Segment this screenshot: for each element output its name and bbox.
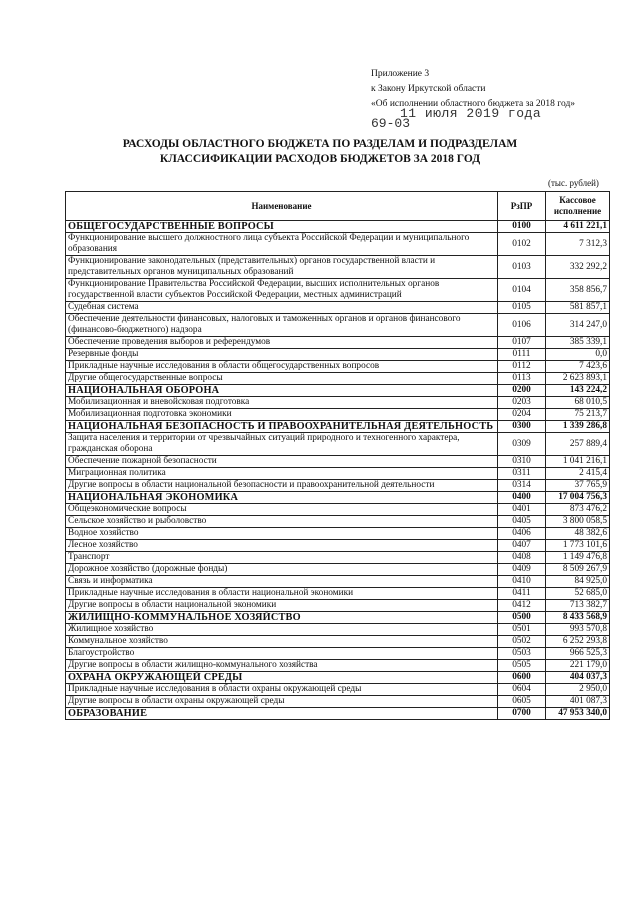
cell-code: 0411 <box>498 588 546 600</box>
table-row <box>66 588 610 600</box>
cell-code: 0502 <box>498 636 546 648</box>
cell-code: 0111 <box>498 349 546 361</box>
cell-code: 0311 <box>498 468 546 480</box>
cell-name: Судебная система <box>66 302 498 314</box>
cell-code: 0103 <box>498 256 546 279</box>
cell-name: Функционирование законодательных (представительных) органов государственной власти и представительных органов муниципальных образований <box>66 256 498 279</box>
cell-name: Прикладные научные исследования в области охраны окружающей среды <box>66 684 498 696</box>
cell-name: Другие вопросы в области жилищно-коммунального хозяйства <box>66 660 498 672</box>
cell-amount: 68 010,5 <box>546 397 610 409</box>
cell-code: 0102 <box>498 233 546 256</box>
cell-code: 0107 <box>498 337 546 349</box>
section-row <box>66 672 610 684</box>
cell-name: Функционирование высшего должностного лица субъекта Российской Федерации и муниципального образования <box>66 233 498 256</box>
table-row <box>66 337 610 349</box>
cell-code: 0600 <box>498 672 546 684</box>
table-row <box>66 576 610 588</box>
cell-name: Другие вопросы в области национальной безопасности и правоохранительной деятельности <box>66 480 498 492</box>
table-row <box>66 516 610 528</box>
cell-name: НАЦИОНАЛЬНАЯ ОБОРОНА <box>66 385 498 397</box>
table-row <box>66 480 610 492</box>
cell-name: Миграционная политика <box>66 468 498 480</box>
cell-code: 0104 <box>498 279 546 302</box>
cell-code: 0400 <box>498 492 546 504</box>
cell-code: 0412 <box>498 600 546 612</box>
section-row <box>66 708 610 720</box>
cell-amount: 143 224,2 <box>546 385 610 397</box>
cell-amount: 84 925,0 <box>546 576 610 588</box>
stamp-date: 11 июля 2019 года <box>400 106 542 121</box>
cell-name: Транспорт <box>66 552 498 564</box>
cell-name: Благоустройство <box>66 648 498 660</box>
cell-amount: 1 041 216,1 <box>546 456 610 468</box>
cell-name: НАЦИОНАЛЬНАЯ БЕЗОПАСНОСТЬ И ПРАВООХРАНИТЕЛЬНАЯ ДЕЯТЕЛЬНОСТЬ <box>66 421 498 433</box>
cell-code: 0501 <box>498 624 546 636</box>
cell-code: 0505 <box>498 660 546 672</box>
cell-amount: 257 889,4 <box>546 433 610 456</box>
cell-name: Лесное хозяйство <box>66 540 498 552</box>
cell-amount: 37 765,9 <box>546 480 610 492</box>
section-row <box>66 385 610 397</box>
table-row <box>66 552 610 564</box>
table-row <box>66 279 610 302</box>
cell-name: Обеспечение деятельности финансовых, налоговых и таможенных органов и органов финансового (финансово-бюджетного) надзора <box>66 314 498 337</box>
table-body <box>66 221 610 720</box>
cell-amount: 52 685,0 <box>546 588 610 600</box>
cell-code: 0112 <box>498 361 546 373</box>
table-row <box>66 660 610 672</box>
cell-amount: 7 312,3 <box>546 233 610 256</box>
table-row <box>66 409 610 421</box>
cell-amount: 2 415,4 <box>546 468 610 480</box>
cell-amount: 1 339 286,8 <box>546 421 610 433</box>
cell-code: 0105 <box>498 302 546 314</box>
cell-amount: 47 953 340,0 <box>546 708 610 720</box>
cell-name: Коммунальное хозяйство <box>66 636 498 648</box>
table-row <box>66 684 610 696</box>
cell-name: Мобилизационная подготовка экономики <box>66 409 498 421</box>
cell-name: ОХРАНА ОКРУЖАЮЩЕЙ СРЕДЫ <box>66 672 498 684</box>
cell-code: 0406 <box>498 528 546 540</box>
table-row <box>66 456 610 468</box>
cell-code: 0408 <box>498 552 546 564</box>
cell-amount: 0,0 <box>546 349 610 361</box>
table-row <box>66 540 610 552</box>
cell-name: Сельское хозяйство и рыболовство <box>66 516 498 528</box>
table-row <box>66 696 610 708</box>
appendix-line: «Об исполнении областного бюджета за 2018 год» <box>371 99 576 109</box>
table-row <box>66 600 610 612</box>
cell-name: Жилищное хозяйство <box>66 624 498 636</box>
table-row <box>66 528 610 540</box>
table-row <box>66 433 610 456</box>
table-row <box>66 373 610 385</box>
section-row <box>66 421 610 433</box>
cell-code: 0310 <box>498 456 546 468</box>
cell-name: Другие вопросы в области охраны окружающей среды <box>66 696 498 708</box>
cell-name: Защита населения и территории от чрезвычайных ситуаций природного и техногенного характера, гражданская оборона <box>66 433 498 456</box>
cell-name: Другие общегосударственные вопросы <box>66 373 498 385</box>
cell-name: Водное хозяйство <box>66 528 498 540</box>
cell-amount: 401 087,3 <box>546 696 610 708</box>
cell-amount: 48 382,6 <box>546 528 610 540</box>
cell-code: 0500 <box>498 612 546 624</box>
title-line: КЛАССИФИКАЦИИ РАСХОДОВ БЮДЖЕТОВ ЗА 2018 ГОД <box>159 153 481 165</box>
cell-name: Связь и информатика <box>66 576 498 588</box>
cell-amount: 8 509 267,9 <box>546 564 610 576</box>
cell-amount: 2 623 893,1 <box>546 373 610 385</box>
cell-name: ОБЩЕГОСУДАРСТВЕННЫЕ ВОПРОСЫ <box>66 221 498 233</box>
table-row <box>66 564 610 576</box>
cell-amount: 314 247,0 <box>546 314 610 337</box>
cell-name: Резервные фонды <box>66 349 498 361</box>
cell-code: 0605 <box>498 696 546 708</box>
cell-amount: 358 856,7 <box>546 279 610 302</box>
table-row <box>66 256 610 279</box>
table-row <box>66 636 610 648</box>
cell-code: 0604 <box>498 684 546 696</box>
cell-code: 0407 <box>498 540 546 552</box>
cell-amount: 3 800 058,5 <box>546 516 610 528</box>
header-amount: Кассовое исполнение <box>546 192 610 221</box>
document-title <box>60 137 580 167</box>
cell-amount: 2 950,0 <box>546 684 610 696</box>
cell-amount: 332 292,2 <box>546 256 610 279</box>
cell-amount: 4 611 221,1 <box>546 221 610 233</box>
cell-code: 0309 <box>498 433 546 456</box>
table-row <box>66 302 610 314</box>
table-row <box>66 624 610 636</box>
cell-amount: 1 149 476,8 <box>546 552 610 564</box>
header-name: Наименование <box>66 192 498 221</box>
cell-name: Мобилизационная и вневойсковая подготовка <box>66 397 498 409</box>
section-row <box>66 612 610 624</box>
cell-code: 0106 <box>498 314 546 337</box>
table-row <box>66 397 610 409</box>
title-line: РАСХОДЫ ОБЛАСТНОГО БЮДЖЕТА ПО РАЗДЕЛАМ И ПОДРАЗДЕЛАМ <box>122 138 518 150</box>
table-row <box>66 233 610 256</box>
cell-amount: 713 382,7 <box>546 600 610 612</box>
cell-code: 0409 <box>498 564 546 576</box>
cell-amount: 966 525,3 <box>546 648 610 660</box>
cell-code: 0503 <box>498 648 546 660</box>
cell-amount: 8 433 568,9 <box>546 612 610 624</box>
cell-name: Прикладные научные исследования в области общегосударственных вопросов <box>66 361 498 373</box>
cell-name: Другие вопросы в области национальной экономики <box>66 600 498 612</box>
cell-name: Дорожное хозяйство (дорожные фонды) <box>66 564 498 576</box>
cell-amount: 1 773 101,6 <box>546 540 610 552</box>
cell-code: 0100 <box>498 221 546 233</box>
section-row <box>66 221 610 233</box>
cell-name: ЖИЛИЩНО-КОММУНАЛЬНОЕ ХОЗЯЙСТВО <box>66 612 498 624</box>
cell-code: 0200 <box>498 385 546 397</box>
cell-amount: 6 252 293,8 <box>546 636 610 648</box>
cell-code: 0300 <box>498 421 546 433</box>
cell-amount: 7 423,6 <box>546 361 610 373</box>
cell-code: 0401 <box>498 504 546 516</box>
cell-code: 0204 <box>498 409 546 421</box>
cell-name: Функционирование Правительства Российской Федерации, высших исполнительных органов государственной власти субъектов Российской Федерации, местных администраций <box>66 279 498 302</box>
cell-amount: 581 857,1 <box>546 302 610 314</box>
cell-amount: 17 004 756,3 <box>546 492 610 504</box>
cell-name: Обеспечение пожарной безопасности <box>66 456 498 468</box>
appendix-line: к Закону Иркутской области <box>371 84 486 94</box>
cell-code: 0410 <box>498 576 546 588</box>
cell-code: 0314 <box>498 480 546 492</box>
cell-amount: 385 339,1 <box>546 337 610 349</box>
cell-amount: 404 037,3 <box>546 672 610 684</box>
expenses-table <box>65 191 610 720</box>
cell-amount: 993 570,8 <box>546 624 610 636</box>
section-row <box>66 492 610 504</box>
table-row <box>66 648 610 660</box>
table-row <box>66 504 610 516</box>
cell-code: 0113 <box>498 373 546 385</box>
cell-code: 0405 <box>498 516 546 528</box>
cell-code: 0203 <box>498 397 546 409</box>
cell-code: 0700 <box>498 708 546 720</box>
cell-name: Прикладные научные исследования в области национальной экономики <box>66 588 498 600</box>
header-code: РзПР <box>498 192 546 221</box>
appendix-line: Приложение 3 <box>371 69 430 79</box>
units-label: (тыс. рублей) <box>548 178 599 188</box>
cell-name: Обеспечение проведения выборов и референдумов <box>66 337 498 349</box>
table-row <box>66 361 610 373</box>
table-row <box>66 468 610 480</box>
table-row <box>66 349 610 361</box>
cell-name: ОБРАЗОВАНИЕ <box>66 708 498 720</box>
cell-amount: 75 213,7 <box>546 409 610 421</box>
stamp-number: 69-03 <box>371 116 411 131</box>
cell-amount: 873 476,2 <box>546 504 610 516</box>
cell-name: Общеэкономические вопросы <box>66 504 498 516</box>
table-header-row <box>66 192 610 221</box>
cell-name: НАЦИОНАЛЬНАЯ ЭКОНОМИКА <box>66 492 498 504</box>
cell-amount: 221 179,0 <box>546 660 610 672</box>
table-row <box>66 314 610 337</box>
